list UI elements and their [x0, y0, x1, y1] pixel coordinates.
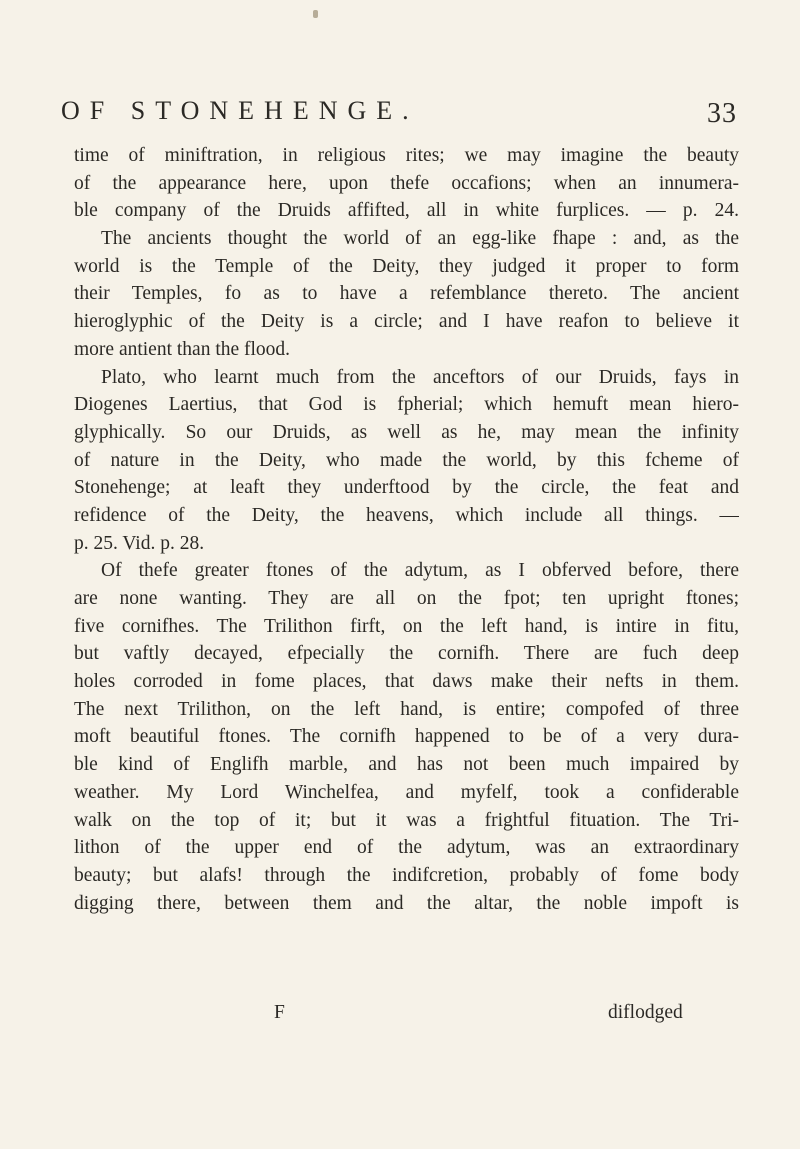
text-line: The ancients thought the world of an egg-like fhape : and, as the	[101, 228, 739, 250]
text-line: but vaftly decayed, efpecially the cornifh. There are fuch deep	[74, 643, 739, 665]
text-line: digging there, between them and the altar, the noble impoft is	[74, 892, 739, 914]
text-line: weather. My Lord Winchelfea, and myfelf, took a confiderable	[74, 781, 739, 803]
text-line: more antient than the flood.	[74, 338, 291, 360]
text-line: glyphically. So our Druids, as well as he, may mean the infinity	[74, 421, 739, 443]
text-line: holes corroded in fome places, that daws make their nefts in them.	[74, 671, 739, 693]
text-line: p. 25. Vid. p. 28.	[74, 532, 205, 554]
page-number: 33	[707, 98, 737, 129]
text-line: hieroglyphic of the Deity is a circle; and I have reafon to believe it	[74, 311, 739, 333]
text-line: Stonehenge; at leaft they underftood by the circle, the feat and	[74, 477, 739, 499]
text-line: Plato, who learnt much from the anceftors of our Druids, fays in	[101, 366, 739, 388]
text-line: beauty; but alafs! through the indifcretion, probably of fome body	[74, 864, 739, 886]
text-line: world is the Temple of the Deity, they judged it proper to form	[74, 255, 739, 277]
text-line: refidence of the Deity, the heavens, which include all things. —	[74, 504, 739, 526]
text-line: Diogenes Laertius, that God is fpherial; which hemuft mean hiero-	[74, 394, 739, 416]
running-head: OF STONEHENGE.	[61, 96, 419, 125]
text-line: of nature in the Deity, who made the world, by this fcheme of	[74, 449, 739, 471]
text-line: Of thefe greater ftones of the adytum, as I obferved before, there	[101, 560, 739, 582]
text-line: ble company of the Druids affifted, all in white furplices. — p. 24.	[74, 200, 739, 222]
text-line: The next Trilithon, on the left hand, is entire; compofed of three	[74, 698, 739, 720]
text-line: ble kind of Englifh marble, and has not been much impaired by	[74, 754, 739, 776]
text-line: moft beautiful ftones. The cornifh happened to be of a very dura-	[74, 726, 739, 748]
catchword: diflodged	[608, 1002, 683, 1023]
page-header	[61, 94, 737, 140]
ink-speck	[313, 10, 318, 18]
text-line: lithon of the upper end of the adytum, was an extraordinary	[74, 837, 739, 859]
signature-mark: F	[274, 1002, 285, 1023]
text-line: five cornifhes. The Trilithon firft, on the left hand, is intire in fitu,	[74, 615, 739, 637]
text-line: of the appearance here, upon thefe occafions; when an innumera-	[74, 172, 739, 194]
text-line: time of miniftration, in religious rites; we may imagine the beauty	[74, 145, 739, 166]
text-line: are none wanting. They are all on the fpot; ten upright ftones;	[74, 588, 739, 609]
text-line: their Temples, fo as to have a refemblance thereto. The ancient	[74, 283, 739, 305]
text-line: walk on the top of it; but it was a frightful fituation. The Tri-	[74, 809, 739, 831]
body-text	[74, 142, 739, 917]
